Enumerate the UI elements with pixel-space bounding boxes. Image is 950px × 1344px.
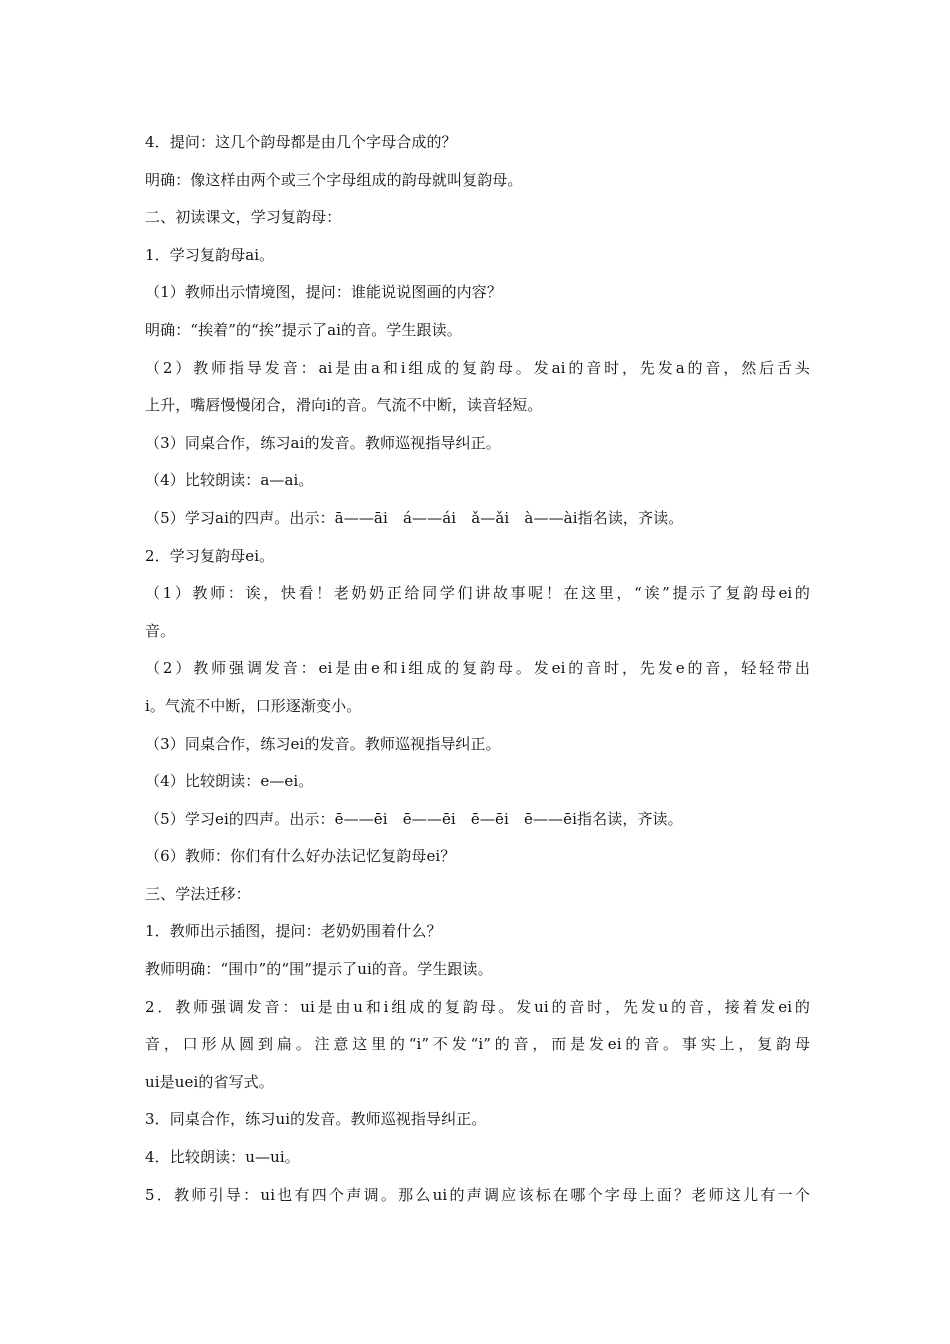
paragraph-line: （3）同桌合作，练习ai的发音。教师巡视指导纠正。 [145, 433, 501, 452]
paragraph-line: ui是uei的省写式。 [145, 1072, 274, 1091]
paragraph-line: 二、初读课文，学习复韵母： [145, 208, 342, 227]
paragraph-line: （3）同桌合作，练习ei的发音。教师巡视指导纠正。 [145, 734, 501, 753]
paragraph-line: 上升，嘴唇慢慢闭合，滑向i的音。气流不中断，读音轻短。 [145, 396, 543, 415]
paragraph-line: 明确：像这样由两个或三个字母组成的韵母就叫复韵母。 [145, 170, 523, 189]
paragraph-line: （2）教师指导发音：ai是由a和i组成的复韵母。发ai的音时，先发a的音，然后舌头 [145, 358, 810, 377]
paragraph-line: （1）教师出示情境图，提问：谁能说说图画的内容？ [145, 283, 502, 302]
paragraph-line: 音。 [145, 621, 176, 640]
paragraph-line: 4．比较朗读：u—ui。 [145, 1148, 300, 1167]
paragraph-line: 2．学习复韵母ei。 [145, 546, 275, 565]
paragraph-line: 三、学法迁移： [145, 884, 251, 903]
paragraph-line: （1）教师：诶，快看！老奶奶正给同学们讲故事呢！在这里，“诶”提示了复韵母ei的 [145, 584, 810, 603]
document-body [145, 124, 810, 1214]
paragraph-line: 1．教师出示插图，提问：老奶奶围着什么？ [145, 922, 442, 941]
paragraph-line: （5）学习ai的四声。出示：ā——āi á——ái ǎ—ǎi à——ài指名读，齐读。 [145, 508, 684, 527]
paragraph-line: 1．学习复韵母ai。 [145, 245, 275, 264]
paragraph-line: 5．教师引导：ui也有四个声调。那么ui的声调应该标在哪个字母上面？老师这儿有一个 [145, 1185, 810, 1204]
paragraph-line: 2．教师强调发音：ui是由u和i组成的复韵母。发ui的音时，先发u的音，接着发ei的 [145, 997, 810, 1016]
paragraph-line: 3．同桌合作，练习ui的发音。教师巡视指导纠正。 [145, 1110, 487, 1129]
paragraph-line: （4）比较朗读：e—ei。 [145, 772, 314, 791]
paragraph-line: 教师明确：“围巾”的“围”提示了ui的音。学生跟读。 [145, 960, 493, 979]
paragraph-line: （4）比较朗读：a—ai。 [145, 471, 314, 490]
paragraph-line: 音，口形从圆到扁。注意这里的“i”不发“i”的音，而是发ei的音。事实上，复韵母 [145, 1035, 810, 1054]
paragraph-line: （6）教师：你们有什么好办法记忆复韵母ei？ [145, 847, 456, 866]
paragraph-line: 明确：“挨着”的“挨”提示了ai的音。学生跟读。 [145, 320, 462, 339]
paragraph-line: （2）教师强调发音：ei是由e和i组成的复韵母。发ei的音时，先发e的音，轻轻带出 [145, 659, 810, 678]
paragraph-line: i。气流不中断，口形逐渐变小。 [145, 696, 362, 715]
paragraph-line: 4．提问：这几个韵母都是由几个字母合成的？ [145, 133, 457, 151]
paragraph-line: （5）学习ei的四声。出示：ē——ēi ē——ēi ē—ēi ē——ēi指名读，齐读。 [145, 809, 683, 828]
